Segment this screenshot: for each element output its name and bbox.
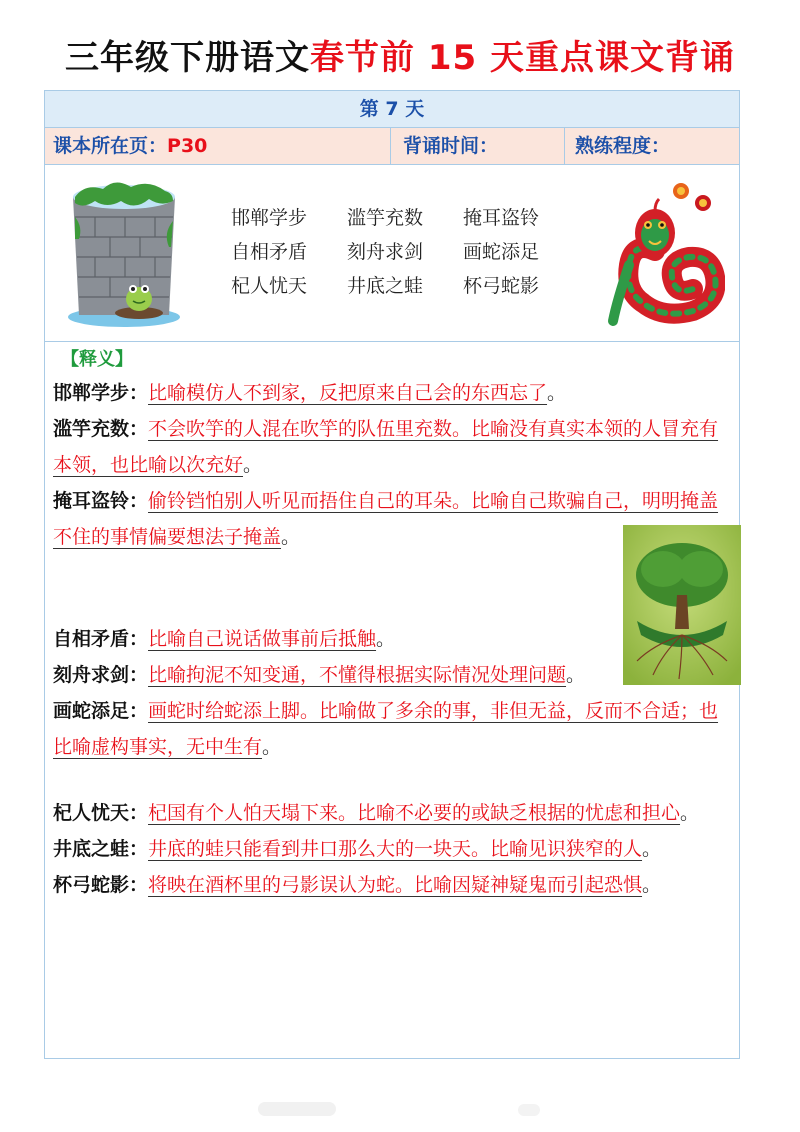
definition-end: 。	[547, 382, 567, 404]
idiom-grid	[231, 203, 579, 301]
definition-meaning: 不会吹竽的人混在吹竽的队伍里充数。比喻没有真实本领的人冒充有本领，也比喻以次充好	[53, 418, 719, 476]
definition-term: 刻舟求剑：	[53, 664, 149, 686]
definition-meaning: 井底的蛙只能看到井口那么大的一块天。比喻见识狭窄的人	[148, 838, 643, 860]
definition-meaning: 杞国有个人怕天塌下来。比喻不必要的或缺乏根据的忧虑和担心	[148, 802, 681, 824]
spacer	[53, 765, 737, 795]
page-label: 课本所在页：	[53, 135, 168, 157]
definition-meaning: 偷铃铛怕别人听见而捂住自己的耳朵。比喻自己欺骗自己，明明掩盖不住的事情偏要想法子掩盖	[53, 490, 719, 548]
idiom-item: 杞人忧天	[231, 275, 308, 297]
definition-entry	[53, 411, 737, 483]
faint-footer-mark	[518, 1104, 540, 1116]
idiom-item: 杯弓蛇影	[463, 275, 540, 297]
worksheet	[44, 90, 740, 1059]
definition-meaning: 比喻拘泥不知变通，不懂得根据实际情况处理问题	[148, 664, 567, 686]
definition-end: 。	[642, 838, 662, 860]
definition-entry	[53, 795, 737, 831]
idiom-item: 滥竽充数	[347, 207, 424, 229]
level-cell: 熟练程度：	[575, 135, 671, 157]
page-value: P30	[167, 135, 208, 157]
title-part1: 三年级下册语文	[65, 38, 310, 78]
definition-entry	[53, 375, 737, 411]
idiom-item: 掩耳盗铃	[463, 207, 540, 229]
definition-end: 。	[262, 736, 282, 758]
frog-in-well-illustration	[65, 177, 183, 329]
page-cell	[45, 128, 391, 164]
definition-entry	[53, 867, 737, 903]
section-tag: 【释义】	[61, 349, 133, 370]
idiom-item: 画蛇添足	[463, 241, 540, 263]
time-cell: 背诵时间：	[391, 128, 565, 164]
page-title	[0, 30, 800, 79]
day-header: 第 7 天	[45, 91, 739, 128]
definition-meaning: 将映在酒杯里的弓影误认为蛇。比喻因疑神疑鬼而引起恐惧	[148, 874, 643, 896]
tree-illustration	[623, 525, 741, 685]
definition-end: 。	[243, 454, 263, 476]
definition-meaning: 比喻自己说话做事前后抵触	[148, 628, 377, 650]
idiom-item: 刻舟求剑	[347, 241, 424, 263]
definition-term: 杯弓蛇影：	[53, 874, 149, 896]
idiom-item: 自相矛盾	[231, 241, 308, 263]
definition-term: 滥竽充数：	[53, 418, 149, 440]
definition-term: 自相矛盾：	[53, 628, 149, 650]
definition-term: 邯郸学步：	[53, 382, 149, 404]
info-row	[45, 128, 739, 165]
definition-end: 。	[376, 628, 396, 650]
definition-term: 井底之蛙：	[53, 838, 149, 860]
definition-term: 画蛇添足：	[53, 700, 149, 722]
definition-end: 。	[642, 874, 662, 896]
title-part2: 春节前 15 天重点课文背诵	[310, 38, 735, 78]
idiom-list-row	[45, 165, 739, 342]
definition-meaning: 比喻模仿人不到家，反把原来自己会的东西忘了	[148, 382, 548, 404]
definition-end: 。	[566, 664, 586, 686]
idiom-item: 邯郸学步	[231, 207, 308, 229]
definition-term: 杞人忧天：	[53, 802, 149, 824]
definition-end: 。	[281, 526, 301, 548]
definition-meaning: 画蛇时给蛇添上脚。比喻做了多余的事，非但无益，反而不合适；也比喻虚构事实，无中生有	[53, 700, 719, 758]
definition-entry	[53, 693, 737, 765]
faint-footer-mark	[258, 1102, 336, 1116]
definition-entry	[53, 831, 737, 867]
definition-term: 掩耳盗铃：	[53, 490, 149, 512]
definition-end: 。	[680, 802, 700, 824]
idiom-item: 井底之蛙	[347, 275, 424, 297]
patterned-snake-illustration	[603, 181, 725, 331]
